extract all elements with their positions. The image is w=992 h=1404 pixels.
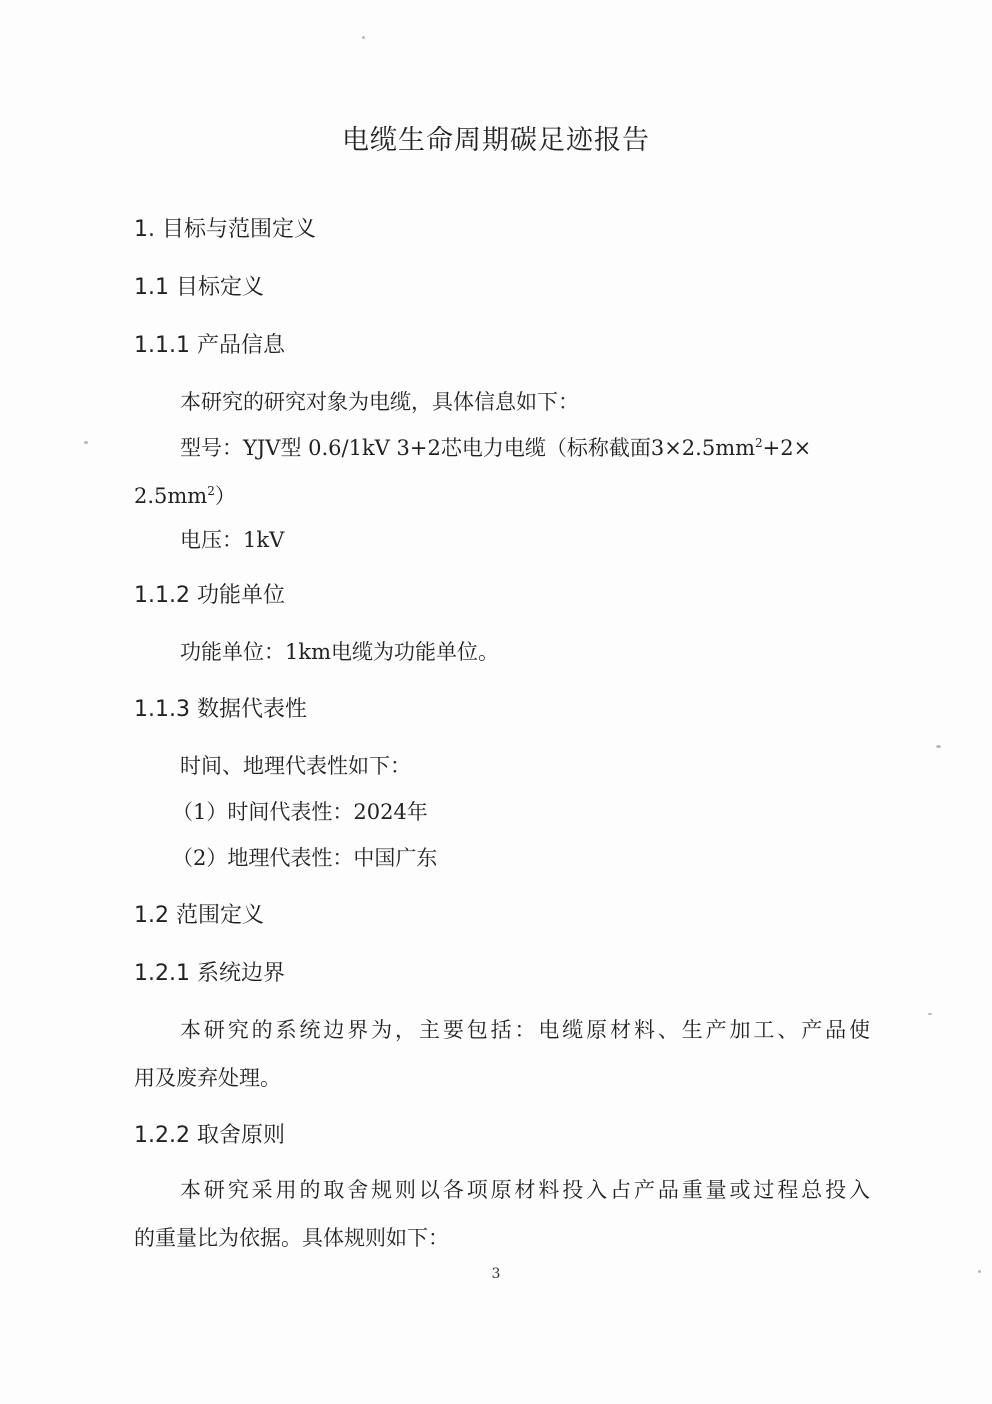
product-info-intro: 本研究的研究对象为电缆，具体信息如下： [180,390,579,414]
model-close-paren: ） [214,484,236,508]
product-voltage: 电压：1kV [180,528,285,552]
model-text-continued: +2× [762,436,812,460]
heading-section-1-2: 1.2 范围定义 [134,903,264,928]
system-boundary-line1: 本研究的系统边界为，主要包括：电缆原材料、生产加工、产品使 [180,1018,870,1042]
superscript: 2 [207,484,215,498]
geo-representativeness: （2）地理代表性：中国广东 [172,846,438,870]
time-representativeness: （1）时间代表性：2024年 [172,800,428,824]
product-model-line2 [134,480,236,510]
heading-section-1-1-3: 1.1.3 数据代表性 [134,697,307,722]
scan-speck [84,441,88,444]
model-text-line2: 2.5mm [134,484,208,508]
superscript: 2 [755,436,763,450]
product-model-line1 [180,432,811,462]
heading-section-1-2-1: 1.2.1 系统边界 [134,961,285,986]
page-number: 3 [491,1266,501,1282]
system-boundary-line2: 用及废弃处理。 [134,1066,281,1090]
heading-section-1-2-2: 1.2.2 取舍原则 [134,1123,285,1148]
representativeness-intro: 时间、地理代表性如下： [180,754,411,778]
heading-section-1-1: 1.1 目标定义 [134,275,264,300]
cutoff-rule-line2: 的重量比为依据。具体规则如下： [134,1226,449,1250]
cutoff-rule-line1: 本研究采用的取舍规则以各项原材料投入占产品重量或过程总投入 [180,1178,870,1202]
model-text: 型号：YJV型 0.6/1kV 3+2芯电力电缆（标称截面3×2.5mm [180,436,756,460]
scan-speck [936,745,941,748]
heading-section-1-1-1: 1.1.1 产品信息 [134,333,285,358]
scan-speck [978,1270,981,1273]
scan-speck [362,36,365,39]
heading-section-1-1-2: 1.1.2 功能单位 [134,583,285,608]
scan-speck [928,1013,932,1015]
document-title: 电缆生命周期碳足迹报告 [342,125,650,156]
heading-section-1: 1. 目标与范围定义 [134,217,316,242]
functional-unit-text: 功能单位：1km电缆为功能单位。 [180,640,499,664]
